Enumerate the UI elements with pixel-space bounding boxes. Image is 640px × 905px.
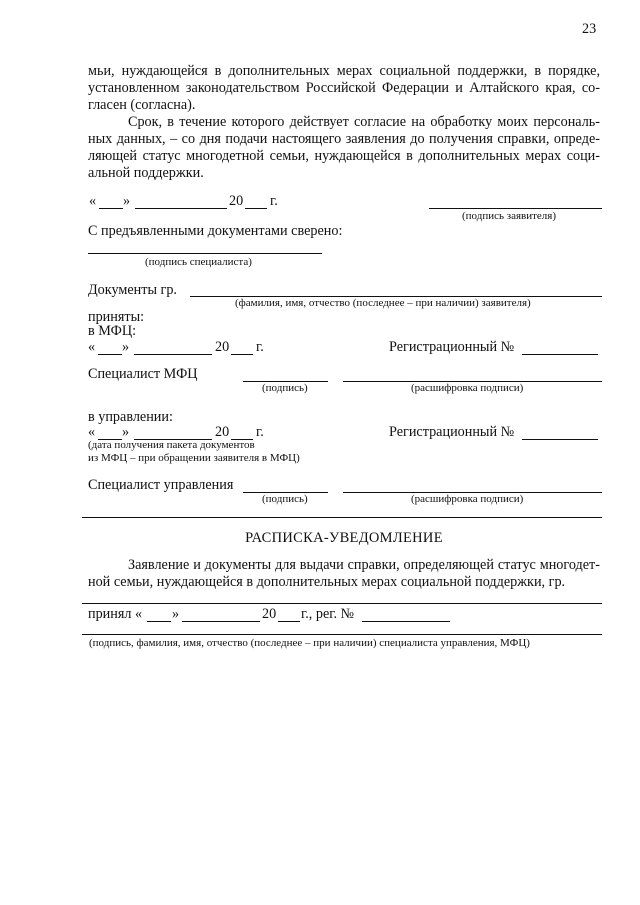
paragraph-line: альной поддержки. (88, 165, 204, 181)
day-blank[interactable] (147, 621, 171, 622)
final-signature-line[interactable] (82, 634, 602, 635)
department-label: в управлении: (88, 409, 173, 425)
receipt-separator (82, 517, 602, 518)
year-suffix: г. (270, 193, 278, 209)
paragraph-consent (88, 63, 600, 114)
year-blank[interactable] (245, 208, 267, 209)
reg-no-label-mfc: Регистрационный № (389, 339, 515, 355)
applicant-signature-caption: (подпись заявителя) (462, 210, 557, 222)
paragraph-line: гласен (согласна). (88, 97, 196, 113)
paragraph-line: Заявление и документы для выдачи справки, определяющей статус многодет- (128, 557, 600, 573)
decoding-caption: (расшифровка подписи) (411, 493, 524, 505)
year-suffix: г. (256, 424, 264, 440)
month-blank[interactable] (182, 621, 260, 622)
paragraph-line: ных данных, – со дня подачи настоящего заявления до получения справки, опреде- (88, 131, 600, 147)
paragraph-line: мьи, нуждающейся в дополнительных мерах социальной поддержки, в порядке, (88, 63, 600, 79)
date-note-line-1: (дата получения пакета документов (88, 439, 255, 451)
year-prefix: 20 (215, 424, 230, 440)
year-blank[interactable] (278, 621, 300, 622)
year-prefix: 20 (229, 193, 244, 209)
specialist-dept-label: Специалист управления (88, 477, 234, 493)
day-blank[interactable] (98, 354, 122, 355)
receipt-text (88, 557, 600, 591)
specialist-mfc-label: Специалист МФЦ (88, 366, 198, 382)
page-number: 23 (582, 21, 597, 37)
quote-close: » (123, 193, 131, 209)
date-note-line-2: из МФЦ – при обращении заявителя в МФЦ) (88, 452, 300, 464)
accepted-label: приняты: (88, 309, 145, 325)
fio-caption: (фамилия, имя, отчество (последнее – при наличии) заявителя) (235, 297, 531, 309)
paragraph-term (88, 114, 600, 182)
quote-close: » (122, 339, 130, 355)
signature-caption: (подпись) (262, 382, 308, 394)
quote-open: « (88, 424, 96, 440)
paragraph-line: установленном законодательством Российской Федерации и Алтайского края, со- (88, 80, 600, 96)
documents-label: Документы гр. (88, 282, 177, 298)
final-caption: (подпись, фамилия, имя, отчество (последнее – при наличии) специалиста управления, МФЦ) (89, 637, 530, 649)
reg-no-blank-receipt[interactable] (362, 621, 450, 622)
mfc-label: в МФЦ: (88, 323, 137, 339)
specialist-signature-line[interactable] (88, 253, 322, 254)
receipt-name-line[interactable] (82, 603, 602, 604)
decoding-caption: (расшифровка подписи) (411, 382, 524, 394)
specialist-signature-caption: (подпись специалиста) (145, 256, 252, 268)
reg-no-blank-mfc[interactable] (522, 354, 598, 355)
applicant-signature-line[interactable] (429, 208, 602, 209)
received-prefix: принял « (88, 606, 143, 622)
reg-no-blank-department[interactable] (522, 439, 598, 440)
paragraph-line: ной семьи, нуждающейся в дополнительных мерах социальной поддержки, гр. (88, 574, 566, 590)
reg-no-label-department: Регистрационный № (389, 424, 515, 440)
received-suffix: г., рег. № (301, 606, 355, 622)
verified-text: С предъявленными документами сверено: (88, 223, 343, 239)
year-suffix: г. (256, 339, 264, 355)
quote-open: « (89, 193, 97, 209)
month-blank[interactable] (135, 208, 227, 209)
quote-close: » (122, 424, 130, 440)
paragraph-line: ляющей статус многодетной семьи, нуждающейся в дополнительных мерах соци- (88, 148, 600, 164)
signature-caption: (подпись) (262, 493, 308, 505)
day-blank[interactable] (99, 208, 123, 209)
receipt-title: РАСПИСКА-УВЕДОМЛЕНИЕ (245, 530, 443, 546)
paragraph-line: Срок, в течение которого действует согласие на обработку моих персональ- (128, 114, 600, 130)
year-prefix: 20 (215, 339, 230, 355)
quote-open: « (88, 339, 96, 355)
year-prefix: 20 (262, 606, 277, 622)
year-blank[interactable] (231, 354, 253, 355)
quote-close: » (172, 606, 180, 622)
month-blank[interactable] (134, 354, 212, 355)
